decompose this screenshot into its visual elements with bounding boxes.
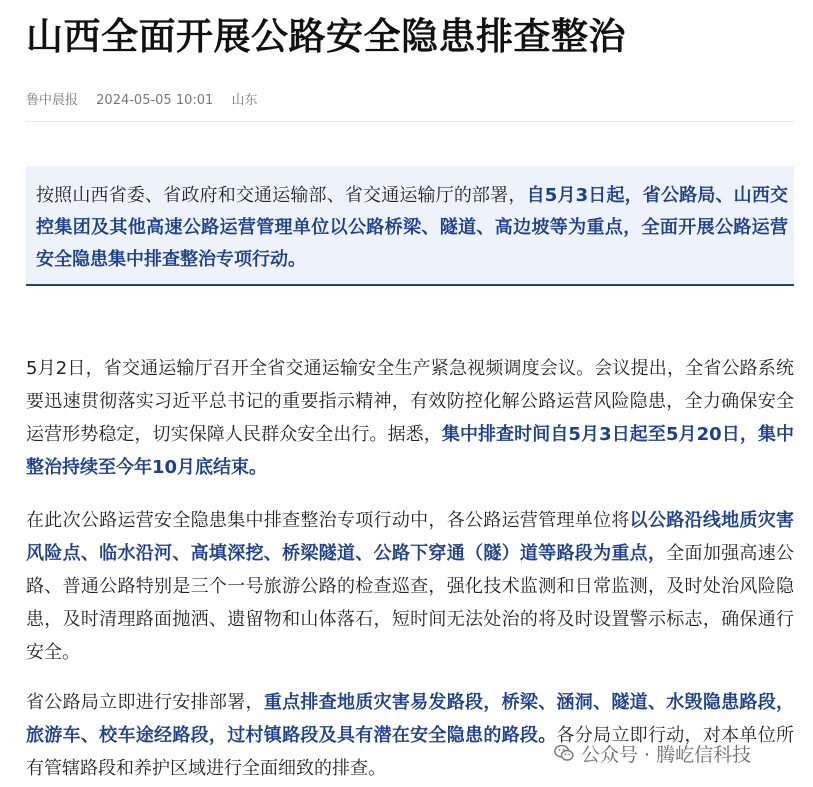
- wechat-icon: [553, 742, 575, 764]
- paragraph-2-text-continued: 全面加强高速公路、普通公路特别是三个一号旅游公路的检查巡查，强化技术监测和日常监测，及时处治风险隐患，及时清理路面抛洒、遗留物和山体落石，短时间无法处治的将及时设置警示标志，确保通行安全。: [26, 543, 795, 663]
- paragraph-3: [26, 686, 794, 785]
- article-datetime: 2024-05-05 10:01: [96, 93, 214, 108]
- article-title: 山西全面开展公路安全隐患排查整治: [26, 15, 626, 58]
- paragraph-3-highlight: 重点排查地质灾害易发路段，桥梁、涵洞、隧道、水毁隐患路段，旅游车、校车途经路段，过村镇路段及具有潜在安全隐患的路段。: [26, 692, 795, 746]
- paragraph-2-highlight: 以公路沿线地质灾害风险点、临水沿河、高填深挖、桥梁隧道、公路下穿通（隧）道等路段为重点，: [26, 510, 794, 564]
- paragraph-2-text: 在此次公路运营安全隐患集中排查整治专项行动中，各公路运营管理单位将: [26, 510, 630, 531]
- summary-highlight-text: 自5月3日起，省公路局、山西交控集团及其他高速公路运营管理单位以公路桥梁、隧道、高边坡等为重点，全面开展公路运营安全隐患集中排查整治专项行动。: [36, 185, 788, 270]
- article-meta: [26, 89, 271, 108]
- paragraph-2: [26, 504, 794, 669]
- article-source[interactable]: 鲁中晨报: [26, 93, 79, 108]
- summary-box: [26, 166, 794, 286]
- summary-normal-text: 按照山西省委、省政府和交通运输部、省交通运输厅的部署，: [36, 185, 527, 206]
- paragraph-1: [26, 352, 794, 484]
- header-divider: [26, 121, 794, 122]
- paragraph-1-text: 5月2日，省交通运输厅召开全省交通运输安全生产紧急视频调度会议。会议提出，全省公路系统要迅速贯彻落实习近平总书记的重要指示精神，有效防控化解公路运营风险隐患，全力确保安全运营形势稳定，切实保障人民群众安全出行。据悉，: [26, 358, 794, 445]
- article-location: 山东: [231, 93, 258, 108]
- paragraph-3-text-continued: 各分局立即行动，对本单位所有管辖路段和养护区域进行全面细致的排查。: [26, 725, 795, 779]
- paragraph-1-highlight: 集中排查时间自5月3日起至5月20日，集中整治持续至今年10月底结束。: [26, 424, 795, 478]
- watermark: [553, 738, 795, 768]
- watermark-text: 公众号 · 腾屹信科技: [581, 743, 752, 766]
- paragraph-3-text: 省公路局立即进行安排部署，: [26, 692, 264, 713]
- summary-text: [36, 180, 788, 276]
